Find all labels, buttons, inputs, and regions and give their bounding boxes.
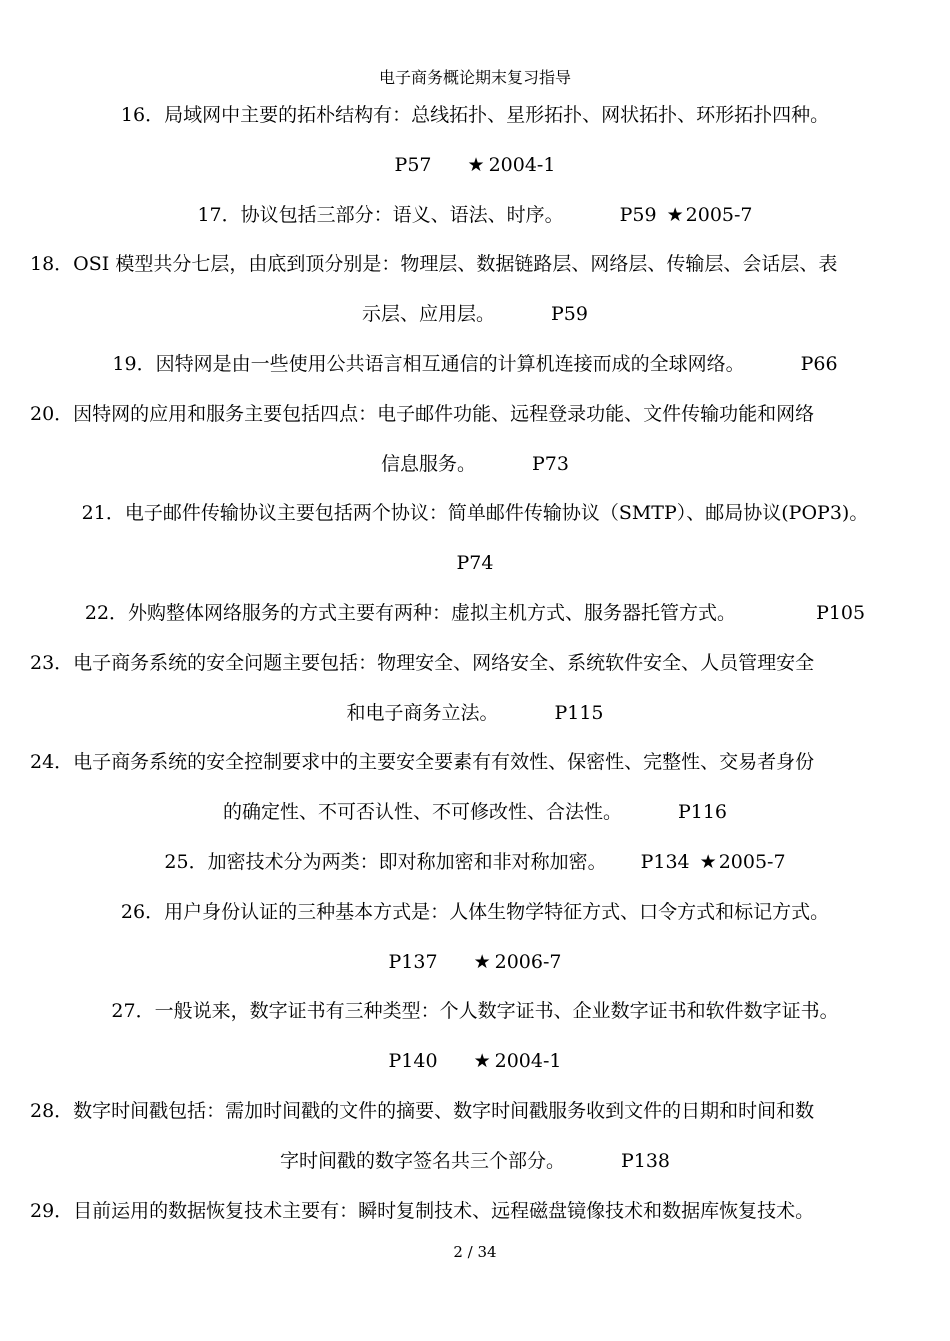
page-reference: P59 [619, 203, 657, 226]
page-reference: P137 [388, 950, 438, 973]
list-item: 27．一般说来，数字证书有三种类型：个人数字证书、企业数字证书和软件数字证书。 [111, 1000, 839, 1023]
list-item-continuation: 的确定性、不可否认性、不可修改性、合法性。 P116 [30, 788, 920, 838]
list-item: 25．加密技术分为两类：即对称加密和非对称加密。 P134 ★ 2005-7 [30, 838, 920, 888]
page-reference: P57 [394, 153, 432, 176]
exam-year: 2004-1 [494, 1050, 562, 1073]
list-item: 23．电子商务系统的安全问题主要包括：物理安全、网络安全、系统软件安全、人员管理安全 [30, 651, 815, 674]
list-item-reference [30, 938, 920, 988]
review-list [30, 91, 920, 1236]
list-item-continuation: 字时间戳的数字签名共三个部分。 P138 [30, 1137, 920, 1187]
list-item: 22．外购整体网络服务的方式主要有两种：虚拟主机方式、服务器托管方式。 P105 [30, 589, 920, 639]
list-item: 16．局域网中主要的拓朴结构有：总线拓扑、星形拓扑、网状拓扑、环形拓扑四种。 [120, 104, 830, 126]
exam-year: 2005-7 [718, 850, 786, 873]
list-item-reference [30, 1037, 920, 1087]
exam-year: 2005-7 [685, 203, 753, 226]
list-item: 17．协议包括三部分：语义、语法、时序。 P59 ★ 2005-7 [30, 191, 920, 241]
page-reference: P73 [532, 452, 569, 475]
list-item: 20．因特网的应用和服务主要包括四点：电子邮件功能、远程登录功能、文件传输功能和网络 [30, 402, 815, 425]
list-item: 29．目前运用的数据恢复技术主要有：瞬时复制技术、远程磁盘镜像技术和数据库恢复技术。 [30, 1199, 815, 1222]
list-item-continuation: 信息服务。 P73 [30, 440, 920, 490]
page-reference: P134 [640, 850, 690, 873]
page-reference: P105 [816, 601, 866, 624]
star-icon: ★ [467, 153, 485, 176]
list-item: 28．数字时间戳包括：需加时间戳的文件的摘要、数字时间戳服务收到文件的日期和时间和数 [30, 1099, 815, 1122]
list-item-continuation: 和电子商务立法。 P115 [30, 689, 920, 739]
list-item: 24．电子商务系统的安全控制要求中的主要安全要素有有效性、保密性、完整性、交易者身份 [30, 751, 815, 774]
star-icon: ★ [473, 950, 491, 973]
exam-year: 2004-1 [488, 153, 556, 176]
list-item: 18．OSI 模型共分七层，由底到顶分别是：物理层、数据链路层、网络层、传输层、会话层、表 [30, 253, 838, 276]
page-reference: P116 [677, 801, 728, 824]
list-item-reference [30, 141, 920, 191]
page-reference: P115 [554, 701, 604, 724]
star-icon: ★ [699, 850, 717, 873]
exam-year: 2006-7 [494, 950, 562, 973]
page-reference: P74 [456, 552, 494, 575]
page-header [0, 66, 950, 90]
page-reference: P59 [551, 303, 588, 326]
star-icon: ★ [666, 203, 684, 226]
list-item: 19．因特网是由一些使用公共语言相互通信的计算机连接而成的全球网络。 P66 [30, 340, 920, 390]
list-item-reference [30, 539, 920, 589]
page-reference: P66 [800, 352, 838, 375]
page-footer [0, 1240, 950, 1264]
list-item: 21．电子邮件传输协议主要包括两个协议：简单邮件传输协议（SMTP）、邮局协议(POP3)。 [81, 502, 869, 525]
list-item: 26．用户身份认证的三种基本方式是：人体生物学特征方式、口令方式和标记方式。 [120, 900, 830, 923]
header-title: 电子商务概论期末复习指导 [378, 68, 571, 87]
list-item-continuation: 示层、应用层。 P59 [30, 290, 920, 340]
page-reference: P140 [388, 1050, 438, 1073]
page-reference: P138 [620, 1149, 671, 1172]
page-number: 2 / 34 [453, 1243, 497, 1261]
star-icon: ★ [473, 1050, 491, 1073]
